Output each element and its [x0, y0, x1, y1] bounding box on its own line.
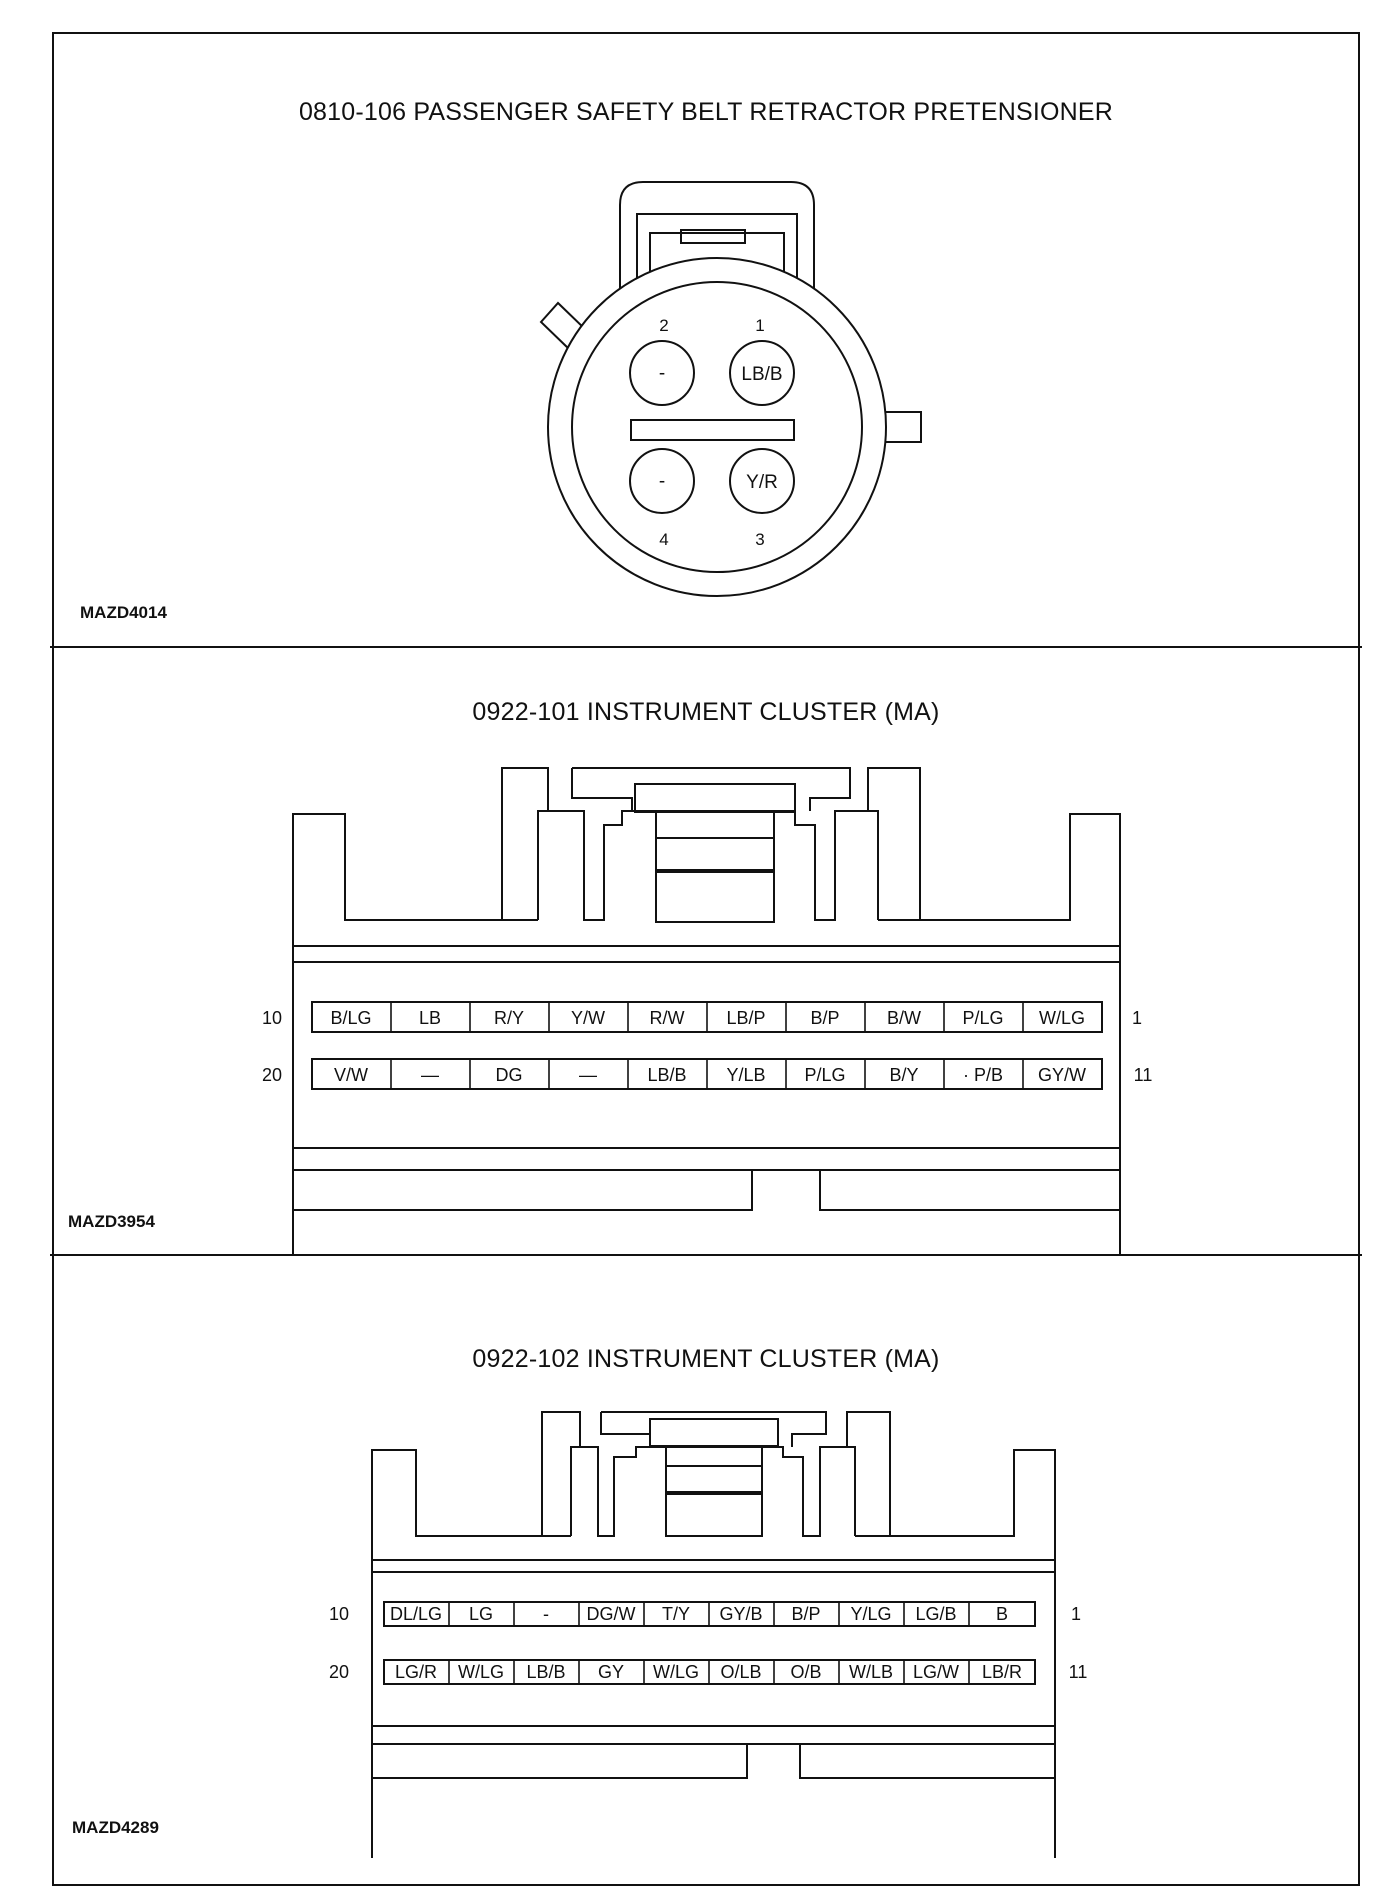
pin-3-color: Y/R	[746, 472, 778, 493]
cluster-102-row2-right-number: 11	[1068, 1662, 1088, 1682]
cluster-101-pin-16: LB/B	[647, 1065, 687, 1085]
cluster-101-pin-5: LB/P	[726, 1008, 766, 1028]
cluster-102-pin-7: DG/W	[586, 1604, 636, 1624]
cluster-101-pin-19: —	[421, 1065, 439, 1085]
cluster-101-pin-7: Y/W	[571, 1008, 605, 1028]
cluster-102-pin-9: LG	[468, 1604, 494, 1624]
cluster-102-row2-left-number: 20	[328, 1662, 350, 1682]
cluster-101-row2-right-number: 11	[1133, 1065, 1153, 1085]
cluster-102-title: 0922-102 INSTRUMENT CLUSTER (MA)	[472, 1345, 940, 1373]
cluster-102-pin-15: O/LB	[720, 1662, 762, 1682]
cluster-102-row1-left-number: 10	[328, 1604, 350, 1624]
cluster-101-row1-right-number: 1	[1131, 1008, 1143, 1028]
cluster-102-pin-19: W/LG	[457, 1662, 505, 1682]
cluster-101-connector-diagram	[0, 646, 1392, 1254]
cluster-102-pin-2: LG/B	[915, 1604, 957, 1624]
cluster-101-pin-9: LB	[418, 1008, 442, 1028]
cluster-102-pin-1: B	[995, 1604, 1009, 1624]
cluster-101-pin-13: B/Y	[889, 1065, 919, 1085]
pin-2-color: -	[658, 363, 666, 384]
cluster-102-pin-3: Y/LG	[850, 1604, 892, 1624]
cluster-101-pin-18: DG	[495, 1065, 523, 1085]
cluster-101-pin-17: —	[579, 1065, 597, 1085]
cluster-101-pin-11: GY/W	[1038, 1065, 1086, 1085]
cluster-102-pin-17: GY	[597, 1662, 625, 1682]
pin-1-color: LB/B	[741, 364, 783, 385]
cluster-102-pin-14: O/B	[790, 1662, 822, 1682]
cluster-102-pin-18: LB/B	[526, 1662, 566, 1682]
cluster-102-pin-20: LG/R	[394, 1662, 438, 1682]
cluster-101-pin-15: Y/LB	[726, 1065, 766, 1085]
cluster-101-pin-4: B/P	[810, 1008, 840, 1028]
cluster-101-pin-2: P/LG	[962, 1008, 1004, 1028]
pin-number-1: 1	[755, 316, 765, 335]
cluster-101-pin-20: V/W	[334, 1065, 368, 1085]
cluster-101-row2-left-number: 20	[261, 1065, 283, 1085]
pretensioner-figure-code: MAZD4014	[80, 603, 167, 622]
pretensioner-connector-diagram	[0, 0, 1392, 646]
pin-number-4: 4	[659, 530, 669, 549]
pretensioner-title: 0810-106 PASSENGER SAFETY BELT RETRACTOR PRETENSIONER	[298, 98, 1114, 126]
cluster-101-figure-code: MAZD3954	[68, 1212, 155, 1231]
cluster-102-pin-4: B/P	[791, 1604, 821, 1624]
pin-number-3: 3	[755, 530, 765, 549]
cluster-101-pin-12: · P/B	[962, 1065, 1004, 1085]
cluster-102-connector-diagram	[0, 1254, 1392, 1858]
cluster-101-pin-3: B/W	[887, 1008, 921, 1028]
pin-4-color: -	[658, 471, 666, 492]
cluster-101-pin-1: W/LG	[1038, 1008, 1086, 1028]
cluster-102-pin-13: W/LB	[848, 1662, 894, 1682]
cluster-101-pin-10: B/LG	[330, 1008, 372, 1028]
cluster-102-figure-code: MAZD4289	[72, 1818, 159, 1837]
cluster-101-row1-left-number: 10	[261, 1008, 283, 1028]
cluster-102-pin-6: T/Y	[661, 1604, 691, 1624]
cluster-101-title: 0922-101 INSTRUMENT CLUSTER (MA)	[472, 698, 940, 726]
cluster-102-pin-12: LG/W	[912, 1662, 960, 1682]
cluster-101-pin-14: P/LG	[804, 1065, 846, 1085]
cluster-102-pin-10: DL/LG	[389, 1604, 443, 1624]
cluster-102-pin-11: LB/R	[981, 1662, 1023, 1682]
cluster-101-pin-8: R/Y	[493, 1008, 525, 1028]
cluster-101-pin-6: R/W	[649, 1008, 685, 1028]
cluster-102-pin-16: W/LG	[652, 1662, 700, 1682]
pin-number-2: 2	[659, 316, 669, 335]
cluster-102-row1-right-number: 1	[1070, 1604, 1082, 1624]
cluster-102-pin-5: GY/B	[719, 1604, 763, 1624]
cluster-102-pin-8: -	[543, 1604, 549, 1624]
